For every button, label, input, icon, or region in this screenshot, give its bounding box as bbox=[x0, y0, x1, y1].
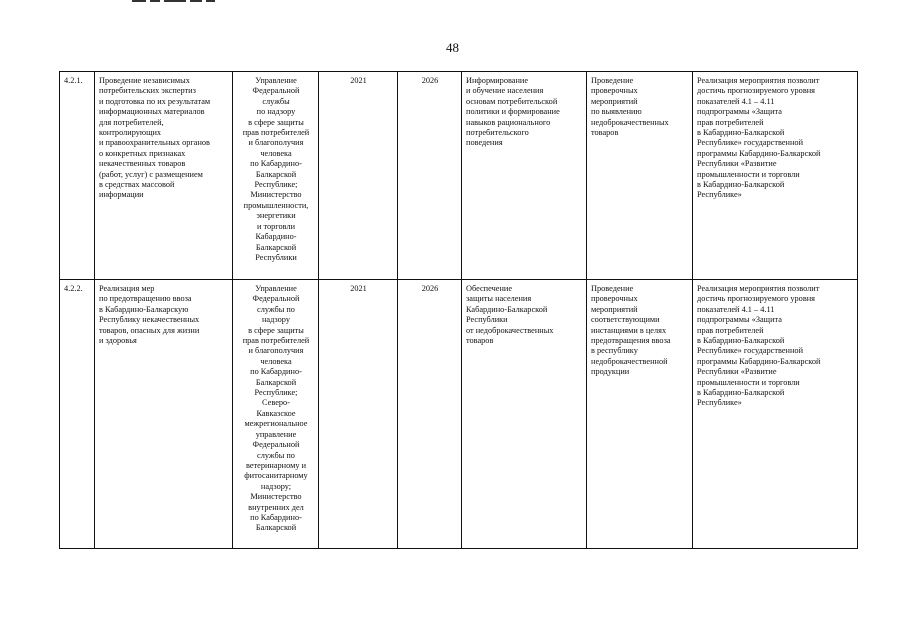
executor: Управление Федеральной службы по надзору в сфере защиты прав потребителей и благополучия человека по Кабардино- Балкарской Республике; Северо- Кавказское межрегиональное управление Федеральной службы по ветеринарному и фитосанитарному надзору; Министерство внутренних дел по Кабардино- Балкарской bbox=[233, 280, 319, 549]
indicator-link: Реализация мероприятия позволит достичь прогнозируемого уровня показателей 4.1 – 4.11 подпрограммы «Защита прав потребителей в Кабардино-Балкарской Республике» государственной программы Кабардино-Балкарской Республики «Развитие промышленности и торговли в Кабардино-Балкарской Республике» bbox=[693, 280, 858, 549]
end-year: 2026 bbox=[398, 280, 462, 549]
measure-name: Проведение независимых потребительских экспертиз и подготовка по их результатам информационных материалов для потребителей, контролирующих и правоохранительных органов о конкретных признаках некачественных товаров (работ, услуг) с размещением в средствах массовой информации bbox=[95, 72, 233, 280]
table-row bbox=[60, 280, 858, 549]
indicator-link: Реализация мероприятия позволит достичь прогнозируемого уровня показателей 4.1 – 4.11 подпрограммы «Защита прав потребителей в Кабардино-Балкарской Республике» государственной программы Кабардино-Балкарской Республики «Развитие промышленности и торговли в Кабардино-Балкарской Республике» bbox=[693, 72, 858, 280]
planned-action: Проведение проверочных мероприятий по выявлению недоброкачественных товаров bbox=[587, 72, 693, 280]
measure-name: Реализация мер по предотвращению ввоза в Кабардино-Балкарскую Республику некачественных товаров, опасных для жизни и здоровья bbox=[95, 280, 233, 549]
planned-action: Проведение проверочных мероприятий соответствующими инстанциями в целях предотвращения ввоза в республику недоброкачественной продукции bbox=[587, 280, 693, 549]
expected-result: Обеспечение защиты населения Кабардино-Балкарской Республики от недоброкачественных товаров bbox=[462, 280, 587, 549]
page-number: 48 bbox=[446, 40, 459, 55]
start-year: 2021 bbox=[319, 280, 398, 549]
scan-artifact bbox=[132, 0, 222, 6]
row-code: 4.2.1. bbox=[60, 72, 95, 280]
start-year: 2021 bbox=[319, 72, 398, 280]
executor: Управление Федеральной службы по надзору в сфере защиты прав потребителей и благополучия человека по Кабардино- Балкарской Республике; Министерство промышленности, энергетики и торговли Кабардино- Балкарской Республики bbox=[233, 72, 319, 280]
measures-table bbox=[59, 71, 858, 549]
expected-result: Информирование и обучение населения основам потребительской политики и формирование навыков рационального потребительского поведения bbox=[462, 72, 587, 280]
table-row bbox=[60, 72, 858, 280]
row-code: 4.2.2. bbox=[60, 280, 95, 549]
end-year: 2026 bbox=[398, 72, 462, 280]
